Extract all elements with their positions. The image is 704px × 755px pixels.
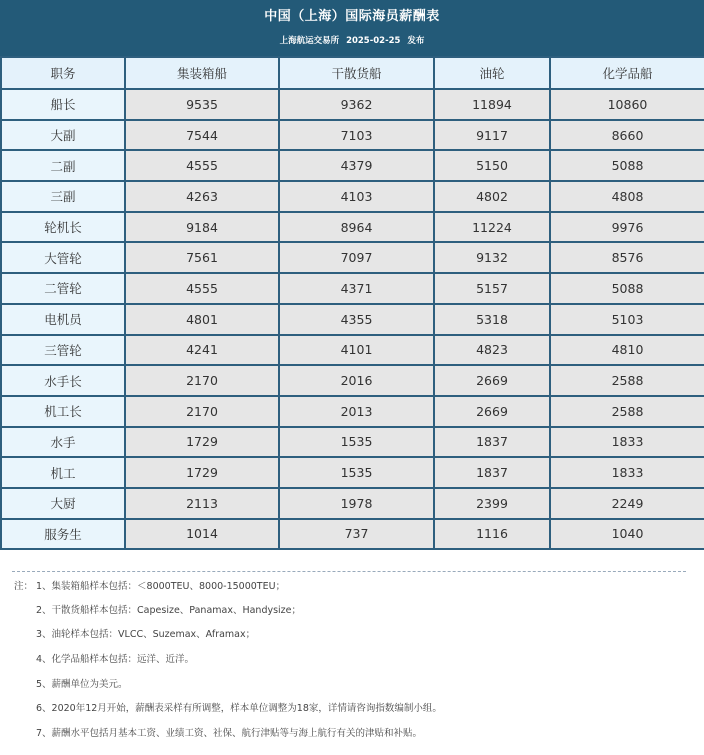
publisher: 上海航运交易所 xyxy=(279,36,340,46)
salary-cell: 1729 xyxy=(125,427,279,458)
salary-cell: 4555 xyxy=(125,150,279,181)
salary-cell: 9535 xyxy=(125,89,279,120)
table-row xyxy=(1,212,704,243)
salary-cell: 2016 xyxy=(279,365,434,396)
role-cell: 水手 xyxy=(1,427,125,458)
salary-cell: 1040 xyxy=(550,519,704,550)
salary-cell: 5103 xyxy=(550,304,704,335)
table-row xyxy=(1,396,704,427)
salary-cell: 5088 xyxy=(550,273,704,304)
table-row xyxy=(1,150,704,181)
note-item: 4、化学品船样本包括：远洋、近洋。 xyxy=(36,654,195,665)
salary-cell: 2588 xyxy=(550,396,704,427)
role-cell: 大管轮 xyxy=(1,242,125,273)
column-header-bulk-carrier: 干散货船 xyxy=(279,57,434,89)
salary-cell: 4101 xyxy=(279,335,434,366)
notes-divider xyxy=(12,571,686,572)
role-cell: 水手长 xyxy=(1,365,125,396)
role-cell: 机工长 xyxy=(1,396,125,427)
salary-cell: 2170 xyxy=(125,396,279,427)
salary-cell: 4355 xyxy=(279,304,434,335)
salary-cell: 2170 xyxy=(125,365,279,396)
role-cell: 三管轮 xyxy=(1,335,125,366)
role-cell: 大副 xyxy=(1,120,125,151)
salary-cell: 2669 xyxy=(434,365,550,396)
salary-cell: 737 xyxy=(279,519,434,550)
salary-cell: 1535 xyxy=(279,427,434,458)
salary-cell: 7097 xyxy=(279,242,434,273)
salary-cell: 11894 xyxy=(434,89,550,120)
table-row xyxy=(1,120,704,151)
table-row xyxy=(1,427,704,458)
role-cell: 三副 xyxy=(1,181,125,212)
table-row xyxy=(1,242,704,273)
salary-cell: 8660 xyxy=(550,120,704,151)
salary-cell: 1014 xyxy=(125,519,279,550)
salary-cell: 5088 xyxy=(550,150,704,181)
salary-cell: 4808 xyxy=(550,181,704,212)
table-row xyxy=(1,365,704,396)
salary-cell: 1978 xyxy=(279,488,434,519)
salary-cell: 9362 xyxy=(279,89,434,120)
salary-cell: 2113 xyxy=(125,488,279,519)
salary-cell: 4823 xyxy=(434,335,550,366)
column-header-chemical-ship: 化学品船 xyxy=(550,57,704,89)
table-row xyxy=(1,488,704,519)
page-header xyxy=(0,0,704,56)
publish-action: 发布 xyxy=(407,36,425,46)
role-cell: 船长 xyxy=(1,89,125,120)
role-cell: 二管轮 xyxy=(1,273,125,304)
salary-cell: 2588 xyxy=(550,365,704,396)
salary-cell: 9132 xyxy=(434,242,550,273)
salary-cell: 4555 xyxy=(125,273,279,304)
salary-cell: 2013 xyxy=(279,396,434,427)
salary-cell: 1837 xyxy=(434,457,550,488)
salary-cell: 8964 xyxy=(279,212,434,243)
salary-cell: 5157 xyxy=(434,273,550,304)
salary-cell: 4241 xyxy=(125,335,279,366)
role-cell: 轮机长 xyxy=(1,212,125,243)
notes-prefix: 注： xyxy=(14,581,34,592)
role-cell: 服务生 xyxy=(1,519,125,550)
salary-cell: 1729 xyxy=(125,457,279,488)
salary-cell: 1833 xyxy=(550,427,704,458)
salary-cell: 7561 xyxy=(125,242,279,273)
note-item: 2、干散货船样本包括：Capesize、Panamax、Handysize； xyxy=(36,605,302,616)
table-row xyxy=(1,457,704,488)
salary-cell: 1837 xyxy=(434,427,550,458)
salary-cell: 1116 xyxy=(434,519,550,550)
salary-cell: 8576 xyxy=(550,242,704,273)
column-header-tanker: 油轮 xyxy=(434,57,550,89)
salary-cell: 7103 xyxy=(279,120,434,151)
salary-cell: 9117 xyxy=(434,120,550,151)
salary-cell: 1535 xyxy=(279,457,434,488)
table-body xyxy=(1,89,704,549)
note-item: 5、薪酬单位为美元。 xyxy=(36,679,128,690)
table-header-row xyxy=(1,57,704,89)
salary-cell: 5318 xyxy=(434,304,550,335)
salary-table xyxy=(0,56,704,550)
salary-cell: 9184 xyxy=(125,212,279,243)
table-row xyxy=(1,335,704,366)
column-header-role: 职务 xyxy=(1,57,125,89)
salary-cell: 1833 xyxy=(550,457,704,488)
role-cell: 大厨 xyxy=(1,488,125,519)
table-row xyxy=(1,89,704,120)
salary-cell: 10860 xyxy=(550,89,704,120)
salary-cell: 5150 xyxy=(434,150,550,181)
salary-cell: 9976 xyxy=(550,212,704,243)
salary-cell: 2399 xyxy=(434,488,550,519)
salary-cell: 4379 xyxy=(279,150,434,181)
note-item: 6、2020年12月开始，薪酬表采样有所调整，样本单位调整为18家，详情请咨询指数编制小组。 xyxy=(36,703,442,714)
table-row xyxy=(1,304,704,335)
column-header-container-ship: 集装箱船 xyxy=(125,57,279,89)
page-title: 中国（上海）国际海员薪酬表 xyxy=(264,9,440,24)
salary-cell: 4103 xyxy=(279,181,434,212)
role-cell: 机工 xyxy=(1,457,125,488)
note-item: 7、薪酬水平包括月基本工资、业绩工资、社保、航行津贴等与海上航行有关的津贴和补贴。 xyxy=(36,728,423,739)
salary-cell: 2669 xyxy=(434,396,550,427)
salary-cell: 7544 xyxy=(125,120,279,151)
publish-info xyxy=(0,34,704,46)
salary-cell: 4371 xyxy=(279,273,434,304)
salary-cell: 4802 xyxy=(434,181,550,212)
salary-cell: 2249 xyxy=(550,488,704,519)
publish-date: 2025-02-25 xyxy=(346,36,401,46)
salary-cell: 4801 xyxy=(125,304,279,335)
table-row xyxy=(1,519,704,550)
salary-cell: 4810 xyxy=(550,335,704,366)
salary-cell: 4263 xyxy=(125,181,279,212)
note-item: 3、油轮样本包括：VLCC、Suzemax、Aframax； xyxy=(36,629,256,640)
role-cell: 二副 xyxy=(1,150,125,181)
table-row xyxy=(1,181,704,212)
table-row xyxy=(1,273,704,304)
salary-cell: 11224 xyxy=(434,212,550,243)
role-cell: 电机员 xyxy=(1,304,125,335)
note-item: 注： 1、集装箱船样本包括：＜8000TEU、8000-15000TEU； xyxy=(14,578,285,592)
